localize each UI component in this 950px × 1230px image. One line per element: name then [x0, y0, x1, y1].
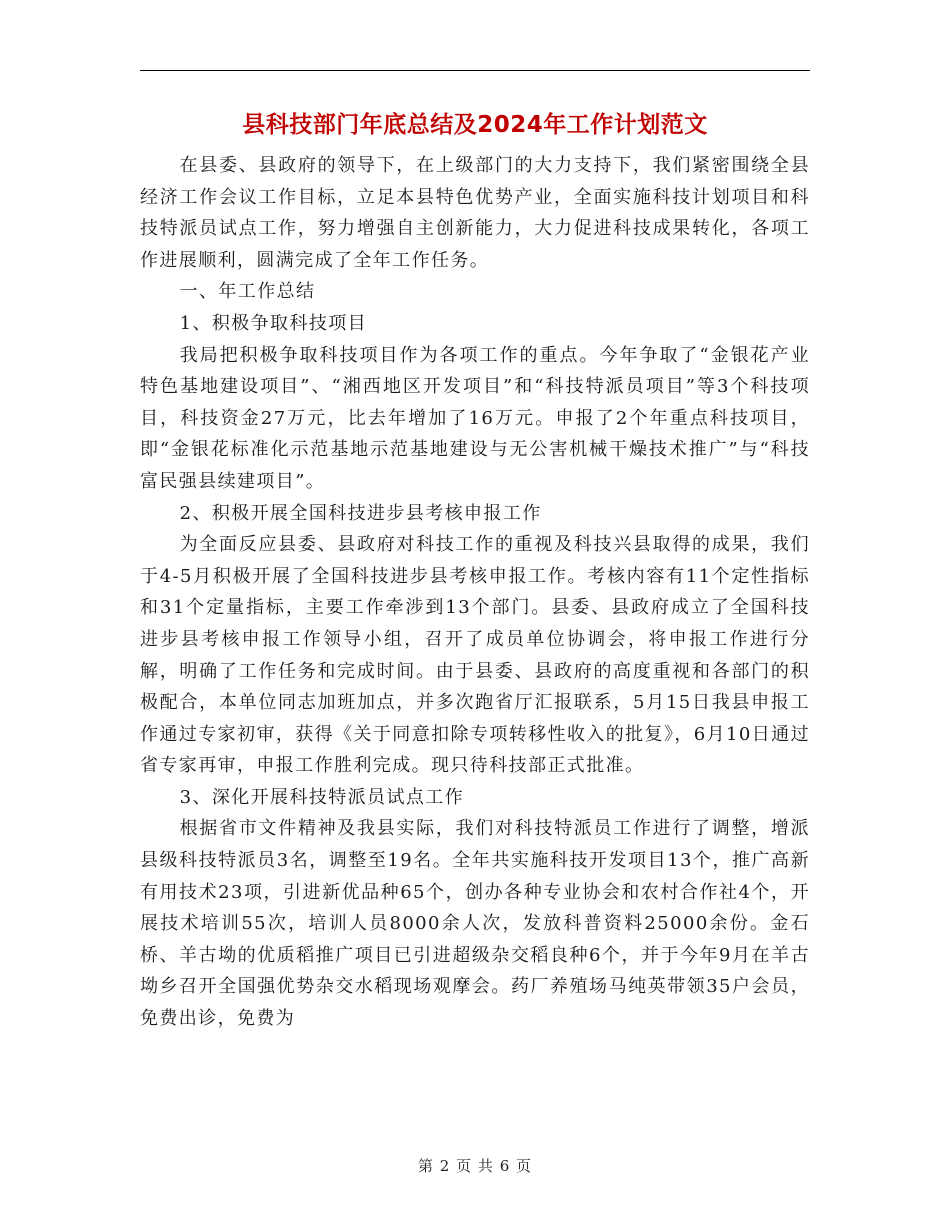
subheading-commissioners: 3、深化开展科技特派员试点工作	[179, 786, 465, 808]
footer-suffix: 页	[516, 1157, 533, 1175]
header-rule	[140, 70, 810, 71]
paragraph-commissioners: 根据省市文件精神及我县实际，我们对科技特派员工作进行了调整，增派县级科技特派员3名，调整至19名。全年共实施科技开发项目13个，推广高新有用技术23项，引进新优品种65个，创办各种专业协会和农村合作社4个，开展技术培训55次，培训人员8000余人次，发放科普资料25000余份。金石桥、羊古坳的优质稻推广项目已引进超级杂交稻良种6个，并于今年9月在羊古坳乡召开全国强优势杂交水稻现场观摩会。药厂养殖场马纯英带领35户会员，免费出诊，免费为	[140, 818, 810, 1030]
subheading-projects: 1、积极争取科技项目	[179, 312, 368, 334]
footer-prefix: 第	[417, 1157, 434, 1175]
footer-current-page: 2	[439, 1157, 451, 1175]
paragraph-assessment: 为全面反应县委、县政府对科技工作的重视及科技兴县取得的成果，我们于4-5月积极开展了全国科技进步县考核申报工作。考核内容有11个定性指标和31个定量指标，主要工作牵涉到13个部门。县委、县政府成立了全国科技进步县考核申报工作领导小组，召开了成员单位协调会，将申报工作进行分解，明确了工作任务和完成时间。由于县委、县政府的高度重视和各部门的积极配合，本单位同志加班加点，并多次跑省厅汇报联系，5月15日我县申报工作通过专家初审，获得《关于同意扣除专项转移性收入的批复》，6月10日通过省专家再审，申报工作胜利完成。现只待科技部正式批准。	[140, 534, 810, 777]
section-heading-summary: 一、年工作总结	[179, 281, 316, 303]
paragraph-projects: 我局把积极争取科技项目作为各项工作的重点。今年争取了“金银花产业特色基地建设项目”、“湘西地区开发项目”和“科技特派员项目”等3个科技项目，科技资金27万元，比去年增加了16万元。申报了2个年重点科技项目，即“金银花标准化示范基地示范基地建设与无公害机械干燥技术推广”与“科技富民强县续建项目”。	[140, 344, 810, 492]
page-footer	[0, 1155, 950, 1176]
footer-total-prefix: 共	[477, 1157, 494, 1175]
footer-total-pages: 6	[499, 1157, 511, 1175]
footer-page-unit: 页	[456, 1157, 473, 1175]
document-title: 县科技部门年底总结及2024年工作计划范文	[242, 112, 708, 138]
document-body	[140, 150, 810, 1035]
paragraph-intro: 在县委、县政府的领导下，在上级部门的大力支持下，我们紧密围绕全县经济工作会议工作目标，立足本县特色优势产业，全面实施科技计划项目和科技特派员试点工作，努力增强自主创新能力，大力促进科技成果转化，各项工作进展顺利，圆满完成了全年工作任务。	[140, 155, 810, 271]
subheading-assessment: 2、积极开展全国科技进步县考核申报工作	[179, 502, 542, 524]
